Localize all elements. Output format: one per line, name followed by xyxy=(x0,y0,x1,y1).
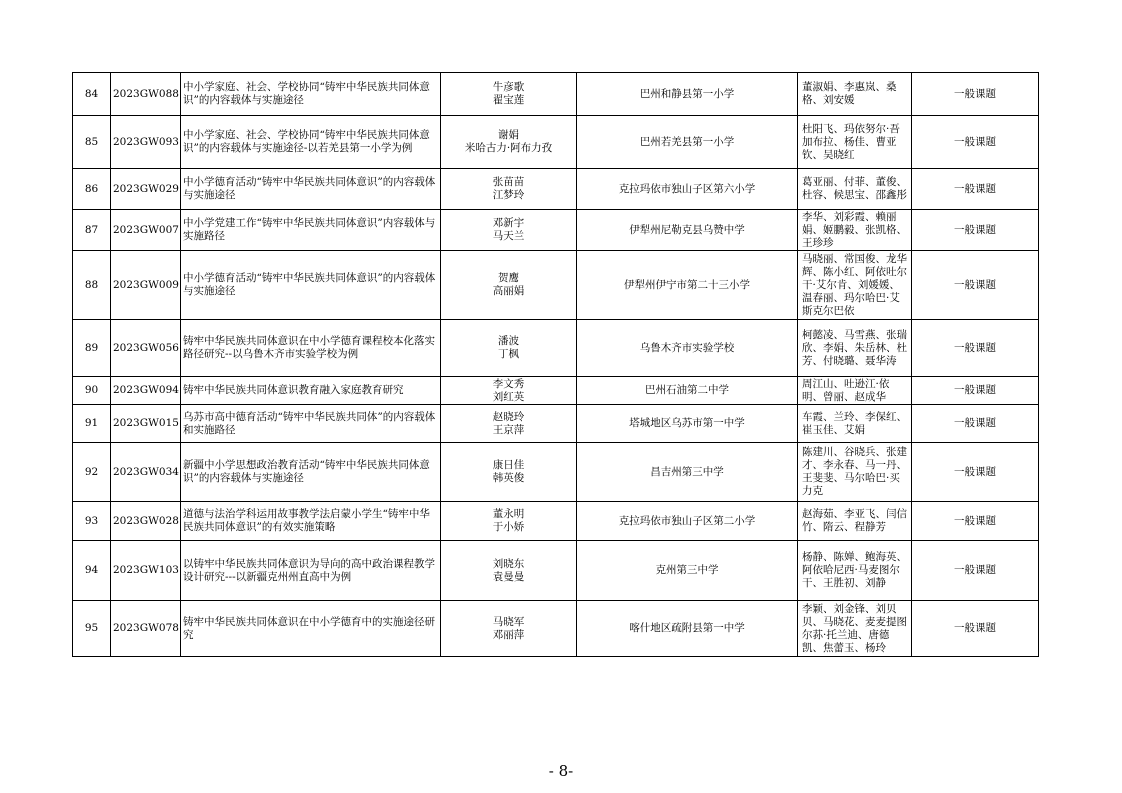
table-row xyxy=(73,169,1039,210)
project-code-cell: 2023GW034 xyxy=(111,443,181,502)
project-leaders-cell: 赵晓玲 王京萍 xyxy=(441,405,577,443)
table-row xyxy=(73,502,1039,541)
page-number: - 8- xyxy=(548,762,574,780)
project-code-cell: 2023GW093 xyxy=(111,116,181,169)
project-leaders-cell: 马晓军 邓丽萍 xyxy=(441,601,577,657)
project-type-cell: 一般课题 xyxy=(912,601,1039,657)
project-leaders-cell: 李文秀 刘红英 xyxy=(441,377,577,405)
row-number-cell: 91 xyxy=(73,405,111,443)
table-row xyxy=(73,210,1039,251)
table-row xyxy=(73,443,1039,502)
row-number-cell: 92 xyxy=(73,443,111,502)
members-cell: 董淑娟、李惠岚、桑格、刘安媛 xyxy=(798,73,912,116)
project-title-cell: 铸牢中华民族共同体意识在中小学德育课程校本化落实路径研究--以乌鲁木齐市实验学校为例 xyxy=(181,320,441,377)
row-number-cell: 87 xyxy=(73,210,111,251)
project-title-cell: 中小学家庭、社会、学校协同“铸牢中华民族共同体意识”的内容载体与实施途径 xyxy=(181,73,441,116)
row-number-cell: 94 xyxy=(73,541,111,601)
project-type-cell: 一般课题 xyxy=(912,377,1039,405)
project-code-cell: 2023GW056 xyxy=(111,320,181,377)
project-title-cell: 中小学德育活动“铸牢中华民族共同体意识”的内容载体与实施途径 xyxy=(181,251,441,320)
school-cell: 巴州和静县第一小学 xyxy=(577,73,798,116)
project-title-cell: 中小学德育活动“铸牢中华民族共同体意识”的内容载体与实施途径 xyxy=(181,169,441,210)
row-number-cell: 95 xyxy=(73,601,111,657)
project-code-cell: 2023GW078 xyxy=(111,601,181,657)
table-row xyxy=(73,377,1039,405)
members-cell: 杜阳飞、玛依努尔·吾加布拉、杨佳、曹亚钦、吴晓红 xyxy=(798,116,912,169)
project-code-cell: 2023GW088 xyxy=(111,73,181,116)
school-cell: 伊犁州伊宁市第二十三小学 xyxy=(577,251,798,320)
members-cell: 李颖、刘金锋、刘贝贝、马晓花、麦麦提图尔荪·托兰迪、唐德凯、焦蕾玉、杨玲 xyxy=(798,601,912,657)
project-leaders-cell: 潘波 丁枫 xyxy=(441,320,577,377)
project-leaders-cell: 董永明 于小娇 xyxy=(441,502,577,541)
table-row xyxy=(73,320,1039,377)
members-cell: 柯懿凌、马雪燕、张瑞欣、李娟、朱岳林、杜芳、付晓璐、聂华涛 xyxy=(798,320,912,377)
project-type-cell: 一般课题 xyxy=(912,502,1039,541)
project-title-cell: 乌苏市高中德育活动“铸牢中华民族共同体”的内容载体和实施路径 xyxy=(181,405,441,443)
row-number-cell: 88 xyxy=(73,251,111,320)
members-cell: 赵海茹、李亚飞、闫信竹、隋云、程静芳 xyxy=(798,502,912,541)
school-cell: 巴州若羌县第一小学 xyxy=(577,116,798,169)
project-title-cell: 中小学家庭、社会、学校协同“铸牢中华民族共同体意识”的内容载体与实施途径-以若羌县第一小学为例 xyxy=(181,116,441,169)
project-leaders-cell: 牛彦歌 翟宝莲 xyxy=(441,73,577,116)
project-title-cell: 道德与法治学科运用故事教学法启蒙小学生“铸牢中华民族共同体意识”的有效实施策略 xyxy=(181,502,441,541)
project-leaders-cell: 康日佳 韩英俊 xyxy=(441,443,577,502)
table-row xyxy=(73,116,1039,169)
school-cell: 克州第三中学 xyxy=(577,541,798,601)
school-cell: 伊犁州尼勒克县乌赞中学 xyxy=(577,210,798,251)
project-code-cell: 2023GW103 xyxy=(111,541,181,601)
members-cell: 马晓丽、常国俊、龙华辉、陈小红、阿依吐尔干·艾尔肯、刘媛媛、温春丽、玛尔哈巴·艾斯克尔巴依 xyxy=(798,251,912,320)
school-cell: 巴州石油第二中学 xyxy=(577,377,798,405)
members-cell: 杨静、陈婵、鲍海英、阿依哈尼西·马麦图尔干、王胜初、刘静 xyxy=(798,541,912,601)
row-number-cell: 86 xyxy=(73,169,111,210)
project-title-cell: 铸牢中华民族共同体意识教育融入家庭教育研究 xyxy=(181,377,441,405)
school-cell: 乌鲁木齐市实验学校 xyxy=(577,320,798,377)
project-type-cell: 一般课题 xyxy=(912,405,1039,443)
project-leaders-cell: 邓新宇 马天兰 xyxy=(441,210,577,251)
school-cell: 昌吉州第三中学 xyxy=(577,443,798,502)
row-number-cell: 85 xyxy=(73,116,111,169)
project-type-cell: 一般课题 xyxy=(912,541,1039,601)
project-type-cell: 一般课题 xyxy=(912,320,1039,377)
project-leaders-cell: 刘晓东 袁曼曼 xyxy=(441,541,577,601)
project-title-cell: 铸牢中华民族共同体意识在中小学德育中的实施途径研究 xyxy=(181,601,441,657)
project-code-cell: 2023GW015 xyxy=(111,405,181,443)
row-number-cell: 93 xyxy=(73,502,111,541)
project-table xyxy=(72,72,1039,657)
row-number-cell: 84 xyxy=(73,73,111,116)
school-cell: 喀什地区疏附县第一中学 xyxy=(577,601,798,657)
project-code-cell: 2023GW029 xyxy=(111,169,181,210)
members-cell: 车霞、兰玲、李保红、崔玉佳、艾娟 xyxy=(798,405,912,443)
members-cell: 陈建川、谷晓兵、张建才、李永春、马一丹、王斐斐、马尔哈巴·买力克 xyxy=(798,443,912,502)
school-cell: 克拉玛依市独山子区第二小学 xyxy=(577,502,798,541)
project-type-cell: 一般课题 xyxy=(912,116,1039,169)
project-title-cell: 新疆中小学思想政治教育活动“铸牢中华民族共同体意识”的内容载体与实施途径 xyxy=(181,443,441,502)
row-number-cell: 89 xyxy=(73,320,111,377)
project-type-cell: 一般课题 xyxy=(912,210,1039,251)
project-code-cell: 2023GW007 xyxy=(111,210,181,251)
school-cell: 克拉玛依市独山子区第六小学 xyxy=(577,169,798,210)
project-code-cell: 2023GW028 xyxy=(111,502,181,541)
school-cell: 塔城地区乌苏市第一中学 xyxy=(577,405,798,443)
table-row xyxy=(73,405,1039,443)
row-number-cell: 90 xyxy=(73,377,111,405)
project-type-cell: 一般课题 xyxy=(912,251,1039,320)
table-row xyxy=(73,601,1039,657)
project-type-cell: 一般课题 xyxy=(912,73,1039,116)
project-code-cell: 2023GW009 xyxy=(111,251,181,320)
members-cell: 葛亚丽、付菲、董俊、杜容、候思宝、邵鑫彤 xyxy=(798,169,912,210)
table-row xyxy=(73,73,1039,116)
project-title-cell: 以铸牢中华民族共同体意识为导向的高中政治课程教学设计研究---以新疆克州州直高中为例 xyxy=(181,541,441,601)
project-type-cell: 一般课题 xyxy=(912,169,1039,210)
project-leaders-cell: 张苗苗 江梦玲 xyxy=(441,169,577,210)
project-leaders-cell: 贺鹰 高丽娟 xyxy=(441,251,577,320)
members-cell: 李华、刘彩霞、赖丽娟、姬鹏毅、张凯格、王珍珍 xyxy=(798,210,912,251)
table-row xyxy=(73,541,1039,601)
project-leaders-cell: 谢娟 米哈古力·阿布力孜 xyxy=(441,116,577,169)
table-row xyxy=(73,251,1039,320)
project-type-cell: 一般课题 xyxy=(912,443,1039,502)
members-cell: 周江山、吐逊江·依明、曾丽、赵成华 xyxy=(798,377,912,405)
project-title-cell: 中小学党建工作“铸牢中华民族共同体意识”内容载体与实施路径 xyxy=(181,210,441,251)
project-code-cell: 2023GW094 xyxy=(111,377,181,405)
